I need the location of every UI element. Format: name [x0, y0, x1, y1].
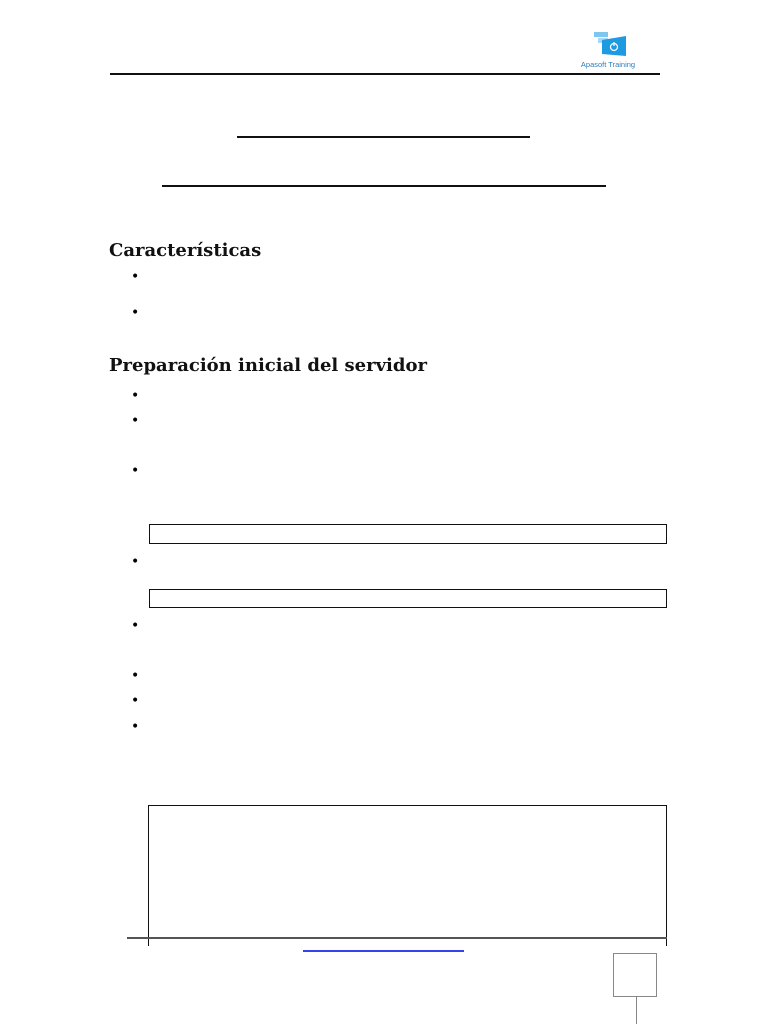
title-underline — [237, 136, 530, 138]
bullet: • — [131, 719, 140, 735]
bullet: • — [131, 463, 140, 479]
logo-window-icon — [568, 26, 648, 60]
apasoft-logo — [568, 26, 648, 74]
footer-link[interactable] — [303, 950, 464, 952]
bullet: • — [131, 388, 140, 404]
footer-rule — [127, 937, 667, 939]
bullet: • — [131, 693, 140, 709]
code-box — [149, 589, 667, 608]
page-number-box — [613, 953, 657, 997]
section-heading-caracteristicas: Características — [109, 240, 262, 261]
code-box — [149, 524, 667, 544]
logo-text: Apasoft Training — [580, 60, 636, 69]
bullet: • — [131, 305, 140, 321]
bullet: • — [131, 618, 140, 634]
bullet: • — [131, 269, 140, 285]
subtitle-underline — [162, 185, 606, 187]
code-box-large — [148, 805, 667, 946]
bullet: • — [131, 413, 140, 429]
bullet: • — [131, 554, 140, 570]
page-number-connector — [636, 996, 637, 1024]
section-heading-preparacion: Preparación inicial del servidor — [109, 355, 427, 376]
bullet: • — [131, 668, 140, 684]
